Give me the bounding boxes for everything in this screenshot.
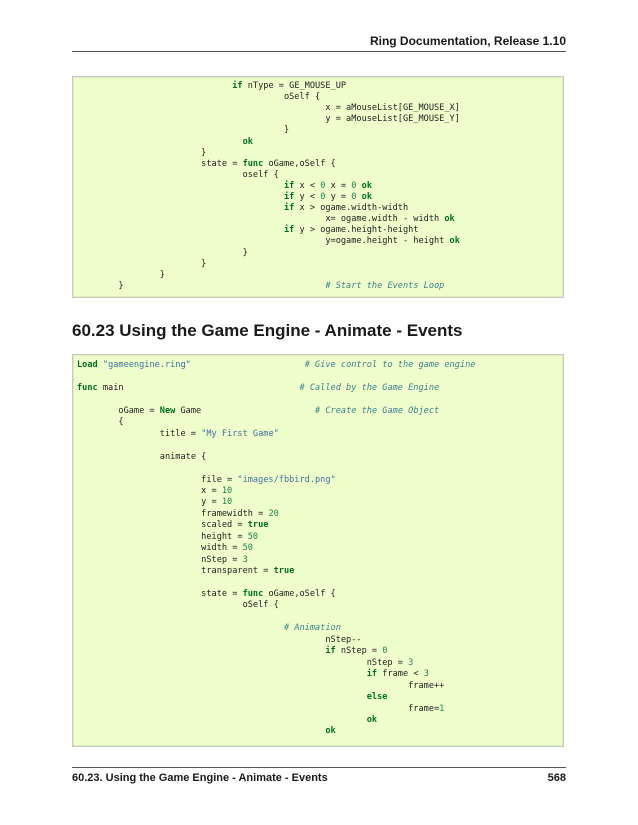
code-line (77, 532, 258, 543)
code-token: width = (77, 543, 243, 554)
code-line (77, 248, 248, 259)
code-token-kw: ok (361, 192, 372, 202)
code-token-kw: func (242, 589, 264, 599)
code-token-cmt: # Create the Game Object (315, 405, 440, 416)
code-token-kw: New (159, 405, 176, 416)
code-token (77, 137, 243, 147)
code-token: x < (294, 180, 321, 191)
footer-divider (72, 767, 566, 768)
code-token-cmt: # Start the Events Loop (325, 280, 445, 291)
code-token-kw: ok (366, 714, 378, 725)
code-token: frame < (377, 669, 424, 680)
code-token: } (77, 147, 207, 158)
code-line (77, 225, 419, 236)
code-token-kw: true (273, 566, 295, 577)
code-token: oGame = (77, 405, 160, 416)
code-token (77, 715, 367, 725)
code-token-kw: if (325, 646, 336, 657)
code-line (77, 137, 253, 148)
code-token (77, 623, 284, 633)
code-token: nStep = (77, 657, 409, 668)
code-token (77, 225, 284, 235)
code-line (77, 214, 455, 225)
code-token (77, 181, 284, 191)
code-token (191, 360, 305, 370)
code-token: } (77, 269, 165, 280)
code-token: frame++ (77, 680, 445, 691)
code-token: Game (175, 405, 316, 416)
code-token-kw: true (247, 520, 269, 531)
header-divider (72, 51, 566, 52)
code-line (77, 429, 279, 440)
code-token-kw: ok (444, 214, 455, 225)
code-line (77, 566, 294, 577)
code-token: nStep = (77, 554, 243, 565)
code-line (77, 181, 372, 192)
code-line (77, 236, 460, 247)
code-token: state = (77, 589, 243, 599)
code-token: scaled = (77, 520, 248, 531)
code-line (77, 114, 460, 125)
code-token-kw: if (283, 180, 295, 191)
code-line (77, 148, 206, 159)
code-token-num: 3 (423, 669, 429, 680)
code-token: nType = GE_MOUSE_UP (242, 81, 347, 91)
code-line (77, 170, 279, 181)
code-line (77, 417, 124, 428)
code-token: main (97, 382, 300, 393)
code-line (77, 715, 377, 726)
code-token: oself { (77, 169, 279, 180)
code-token: oGame,oSelf { (263, 158, 336, 169)
page-number: 568 (547, 772, 566, 784)
code-token: nStep-- (77, 634, 362, 645)
code-token: framewidth = (77, 508, 269, 519)
code-token: y=ogame.height - height (77, 236, 450, 247)
code-token: oGame,oSelf { (263, 589, 336, 599)
code-token: state = (77, 158, 243, 169)
code-token-num: 20 (268, 508, 279, 519)
code-line (77, 360, 475, 371)
code-token-num: 3 (242, 554, 248, 565)
code-line (77, 555, 248, 566)
code-line (77, 658, 413, 669)
code-line (77, 486, 232, 497)
code-token-cmt: # Called by the Game Engine (299, 382, 440, 393)
code-line (77, 92, 320, 103)
code-line (77, 623, 341, 634)
code-token-num: 0 (320, 192, 326, 202)
code-token-num: 0 (351, 180, 357, 191)
code-token-kw: if (283, 192, 295, 202)
code-token-kw: ok (449, 236, 460, 247)
code-line (77, 704, 444, 715)
code-token: title = (77, 428, 202, 439)
code-token: nStep = (335, 646, 383, 657)
code-line (77, 543, 253, 554)
code-line (77, 509, 279, 520)
code-line (77, 81, 346, 92)
code-line (77, 406, 439, 417)
code-block-events-loop (72, 76, 564, 298)
code-token: oSelf { (77, 92, 321, 103)
code-token: oSelf { (77, 600, 279, 611)
code-token: x = (77, 485, 222, 496)
code-token-str: "images/fbbird.png" (237, 474, 336, 485)
code-line (77, 726, 336, 737)
code-token: y = (325, 192, 352, 202)
code-line (77, 600, 279, 611)
code-token-num: 50 (247, 531, 259, 542)
code-token-kw: ok (325, 726, 336, 737)
code-token (77, 646, 325, 656)
code-line (77, 635, 362, 646)
code-token: } (77, 125, 290, 136)
code-block-animate-events (72, 354, 564, 747)
code-token: } (77, 258, 207, 269)
code-token: frame= (77, 703, 440, 714)
code-line (77, 192, 372, 203)
code-line (77, 589, 336, 600)
code-line (77, 452, 206, 463)
code-line (77, 520, 268, 531)
code-token-kw: if (283, 203, 295, 214)
section-heading: 60.23 Using the Game Engine - Animate - Events (72, 321, 463, 340)
code-token-kw: Load (77, 360, 98, 370)
code-token-kw: ok (361, 180, 372, 191)
code-token-kw: ok (242, 136, 253, 147)
code-line (77, 203, 408, 214)
code-token-cmt: # Give control to the game engine (304, 360, 476, 370)
code-token: y = (77, 497, 222, 508)
footer-section-label: 60.23. Using the Game Engine - Animate - Events (72, 772, 328, 784)
code-token (77, 192, 284, 202)
code-token: x = (325, 180, 352, 191)
code-line (77, 383, 439, 394)
code-token-kw: else (366, 692, 388, 703)
code-line (77, 669, 429, 680)
code-token-num: 10 (221, 485, 233, 496)
code-token-num: 50 (242, 543, 253, 554)
code-line (77, 259, 206, 270)
code-line (77, 270, 165, 281)
code-token-kw: func (242, 158, 264, 169)
code-line (77, 125, 289, 136)
code-token-kw: if (283, 225, 295, 236)
code-line (77, 497, 232, 508)
code-token: height = (77, 531, 248, 542)
code-token-num: 1 (439, 703, 445, 714)
code-token (77, 669, 367, 679)
code-token: } (77, 280, 326, 291)
code-token-str: "My First Game" (201, 428, 279, 439)
code-token-str: "gameengine.ring" (102, 360, 191, 370)
code-token: y < (294, 192, 321, 202)
code-token-cmt: # Animation (283, 623, 341, 634)
code-token (77, 203, 284, 213)
code-token (77, 81, 232, 91)
code-line (77, 646, 387, 657)
code-token (77, 726, 325, 736)
code-line (77, 475, 336, 486)
page-header-title: Ring Documentation, Release 1.10 (369, 34, 566, 48)
code-token-num: 0 (320, 180, 326, 191)
code-line (77, 103, 460, 114)
code-token: file = (77, 474, 238, 485)
code-token: x > ogame.width-width (294, 203, 409, 214)
code-token-num: 0 (382, 646, 388, 657)
code-token: y = aMouseList[GE_MOUSE_Y] (77, 114, 460, 125)
code-token-num: 3 (408, 657, 414, 668)
code-token: animate { (77, 451, 207, 462)
code-line (77, 159, 336, 170)
code-token-kw: if (232, 81, 243, 91)
code-line (77, 692, 387, 703)
code-token (77, 692, 367, 702)
code-token: transparent = (77, 566, 274, 577)
code-token: { (77, 417, 124, 428)
code-token: x= ogame.width - width (77, 214, 445, 225)
code-token-kw: func (77, 382, 98, 393)
code-line (77, 281, 444, 292)
code-token-num: 10 (221, 497, 233, 508)
code-token: } (77, 247, 248, 258)
code-token: x = aMouseList[GE_MOUSE_X] (77, 103, 460, 114)
code-token: y > ogame.height-height (294, 225, 419, 236)
code-line (77, 681, 444, 692)
code-token-kw: if (366, 669, 378, 680)
code-token-num: 0 (351, 192, 357, 202)
